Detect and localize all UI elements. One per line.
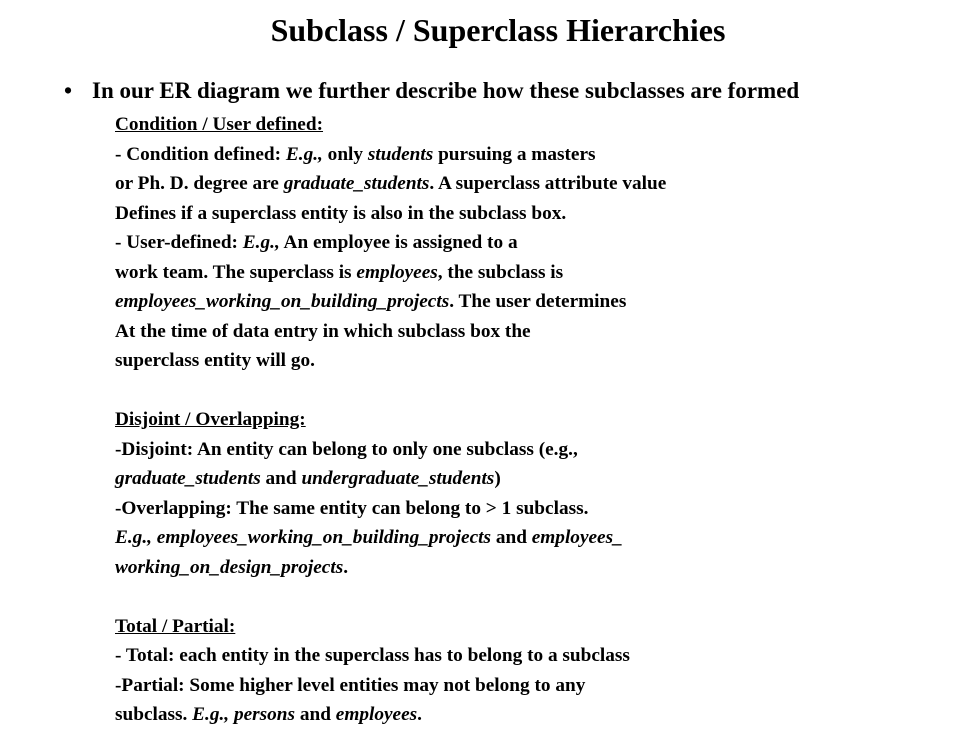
section-heading: Disjoint / Overlapping: bbox=[115, 409, 306, 430]
text-run: , the subclass is bbox=[437, 261, 564, 283]
section-spacer bbox=[115, 582, 945, 612]
bullet-icon: • bbox=[64, 78, 73, 103]
text-run: At the time of data entry in which subclass box the bbox=[115, 320, 531, 342]
body-line bbox=[115, 317, 945, 347]
italic-term: E.g., bbox=[242, 232, 280, 253]
italic-term: employees bbox=[356, 261, 438, 283]
body-line bbox=[115, 523, 945, 553]
text-run: . bbox=[343, 556, 349, 578]
text-run: -Overlapping: The same entity can belong to > 1 subclass. bbox=[115, 497, 589, 519]
body-line bbox=[115, 346, 945, 376]
text-run: only bbox=[322, 143, 368, 165]
text-run: or Ph. D. degree are bbox=[115, 173, 284, 194]
section-heading: Total / Partial: bbox=[115, 615, 236, 637]
section-heading: Condition / User defined: bbox=[115, 114, 324, 135]
body-line bbox=[115, 641, 945, 671]
text-run: subclass. bbox=[115, 704, 193, 725]
body-line bbox=[115, 464, 945, 494]
bullet-text: In our ER diagram we further describe how these subclasses are formed bbox=[92, 78, 800, 103]
italic-term: graduate_students bbox=[283, 173, 430, 194]
text-run: - Total: each entity in the superclass has to belong to a subclass bbox=[115, 645, 630, 666]
text-run: and bbox=[260, 468, 302, 489]
body-line bbox=[115, 258, 945, 288]
italic-term: graduate_students bbox=[115, 468, 261, 489]
italic-term: persons bbox=[233, 704, 296, 725]
text-run: and bbox=[295, 704, 336, 725]
body-line bbox=[115, 287, 945, 317]
bullet-point bbox=[64, 74, 799, 108]
body-line bbox=[115, 169, 945, 199]
body-line bbox=[115, 199, 945, 229]
body-line bbox=[115, 494, 945, 524]
italic-term: employees bbox=[335, 704, 418, 725]
italic-term: employees_working_on_building_projects bbox=[115, 291, 450, 312]
text-run: work team. The superclass is bbox=[115, 261, 357, 283]
text-run: . The user determines bbox=[449, 291, 627, 312]
text-run: - Condition defined: bbox=[115, 143, 286, 165]
body-line bbox=[115, 435, 945, 465]
italic-term: working_on_design_projects bbox=[115, 556, 344, 578]
body-line bbox=[115, 228, 945, 258]
body-line bbox=[115, 671, 945, 701]
slide-body bbox=[115, 110, 945, 730]
text-run: superclass entity will go. bbox=[115, 350, 315, 371]
italic-term: students bbox=[367, 143, 434, 165]
slide-title: Subclass / Superclass Hierarchies bbox=[270, 12, 726, 48]
body-line bbox=[115, 700, 945, 730]
body-line bbox=[115, 553, 945, 583]
section-spacer bbox=[115, 376, 945, 406]
text-run: . A superclass attribute value bbox=[429, 173, 667, 194]
italic-term: employees_ bbox=[531, 527, 623, 548]
text-run: ) bbox=[494, 468, 501, 489]
text-run: Defines if a superclass entity is also in the subclass box. bbox=[115, 202, 567, 224]
text-run: pursuing a masters bbox=[433, 143, 596, 165]
italic-term: undergraduate_students bbox=[301, 468, 495, 489]
text-run: An employee is assigned to a bbox=[279, 232, 518, 253]
italic-term: E.g., bbox=[285, 143, 323, 165]
italic-term: E.g., employees_working_on_building_projects bbox=[115, 527, 492, 548]
text-run: -Disjoint: An entity can belong to only one subclass (e.g., bbox=[115, 438, 578, 460]
text-run: and bbox=[491, 527, 532, 548]
italic-term: E.g., bbox=[192, 704, 230, 725]
text-run: - User-defined: bbox=[115, 232, 243, 253]
text-run: . bbox=[417, 704, 422, 725]
text-run: -Partial: Some higher level entities may not belong to any bbox=[115, 674, 586, 696]
body-line bbox=[115, 140, 945, 170]
